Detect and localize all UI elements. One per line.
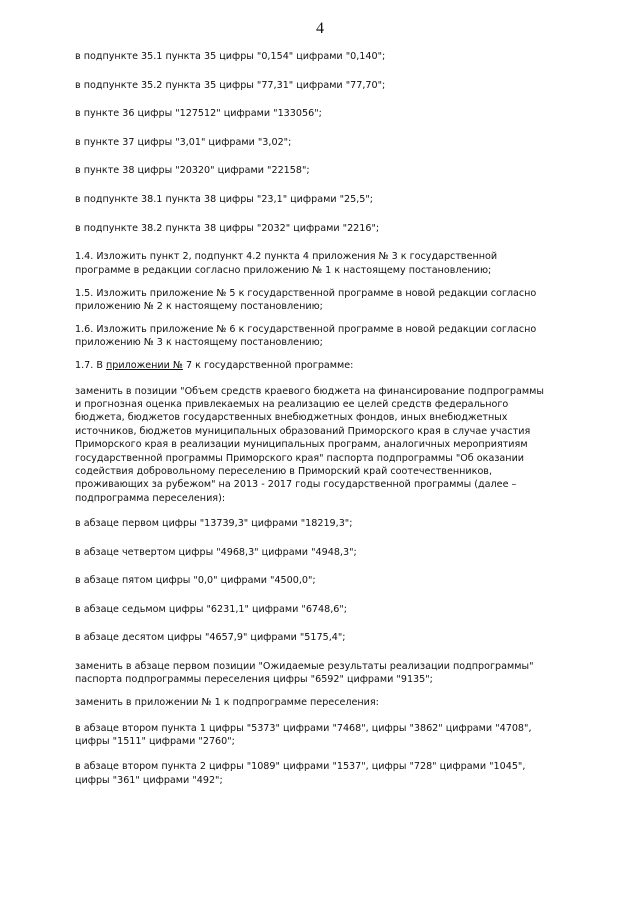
paragraph-1-4: 1.4. Изложить пункт 2, подпункт 4.2 пункта 4 приложения № 3 к государственной программе в редакции согласно приложению № 1 к настоящему постановлению; (75, 251, 498, 276)
paragraph-abzac-first: в абзаце первом цифры "13739,3" цифрами "18219,3"; (75, 518, 353, 530)
paragraph-38-2: в подпункте 38.2 пункта 38 цифры "2032" цифрами "2216"; (75, 222, 380, 234)
paragraph-1-5: 1.5. Изложить приложение № 5 к государственной программе в новой редакции согласно приложению № 2 к настоящему постановлению; (75, 287, 537, 312)
paragraph-37: в пункте 37 цифры "3,01" цифрами "3,02"; (75, 136, 292, 148)
paragraph-1-7 (75, 359, 595, 372)
paragraph-1-6: 1.6. Изложить приложение № 6 к государственной программе в новой редакции согласно приложению № 3 к настоящему постановлению; (75, 323, 537, 349)
paragraph-abzac-fifth: в абзаце пятом цифры "0,0" цифрами "4500,0"; (75, 575, 316, 587)
paragraph-38: в пункте 38 цифры "20320" цифрами "22158"; (75, 165, 310, 177)
paragraph-abzac-fourth: в абзаце четвертом цифры "4968,3" цифрами "4948,3"; (75, 546, 357, 558)
appendix-link[interactable]: приложении № (106, 360, 183, 372)
document-body (75, 50, 595, 799)
paragraph-36: в пункте 36 цифры "127512" цифрами "133056"; (75, 108, 322, 120)
page-number: 4 (316, 20, 324, 37)
paragraph-replace-financing: заменить в позиции "Объем средств краевого бюджета на финансирование подпрограммы и прогнозная оценка привлекаемых на реализацию ее целей средств федерального бюджета, бюджетов государственных внебюджетных фондов, иных внебюджетных источников, бюджетов муниципальных образований Приморского края в случае участия Приморского края в реализации муниципальных программ, аналогичных мероприятиям государственной программы Приморского края" паспорта подпрограммы "Об оказании содействия добровольному переселению в Приморский край соотечественников, проживающих за рубежом" на 2013 - 2017 годы государственной программы (далее – подпрограмма переселения): (75, 385, 544, 504)
paragraph-abzac-seventh: в абзаце седьмом цифры "6231,1" цифрами "6748,6"; (75, 603, 348, 615)
paragraph-point-2: в абзаце втором пункта 2 цифры "1089" цифрами "1537", цифры "728" цифрами "1045", цифры "361" цифрами "492"; (75, 761, 526, 786)
paragraph-replace-appendix-1: заменить в приложении № 1 к подпрограмме переселения: (75, 697, 379, 709)
paragraph-point-1: в абзаце втором пункта 1 цифры "5373" цифрами "7468", цифры "3862" цифрами "4708", цифры "1511" цифрами "2760"; (75, 722, 532, 748)
paragraph-abzac-tenth: в абзаце десятом цифры "4657,9" цифрами "5175,4"; (75, 632, 346, 644)
paragraph-35-1: в подпункте 35.1 пункта 35 цифры "0,154" цифрами "0,140"; (75, 51, 386, 62)
paragraph-1-7-prefix: 1.7. В (75, 360, 106, 372)
paragraph-38-1: в подпункте 38.1 пункта 38 цифры "23,1" цифрами "25,5"; (75, 193, 374, 205)
paragraph-expected-results: заменить в абзаце первом позиции "Ожидаемые результаты реализации подпрограммы" паспорта подпрограммы переселения цифры "6592" цифрами "9135"; (75, 661, 534, 686)
paragraph-1-7-suffix: 7 к государственной программе: (182, 360, 354, 372)
paragraph-35-2: в подпункте 35.2 пункта 35 цифры "77,31" цифрами "77,70"; (75, 79, 386, 91)
